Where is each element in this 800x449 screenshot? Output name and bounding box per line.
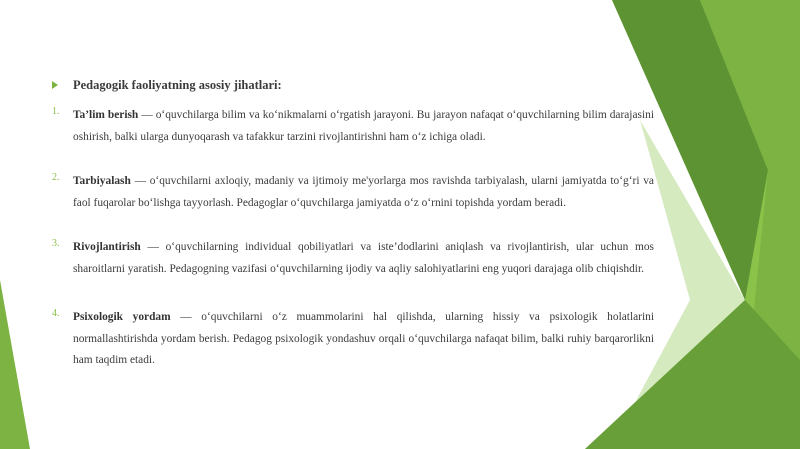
heading-text: Pedagogik faoliyatning asosiy jihatlari: (73, 78, 282, 92)
item-term: Tarbiyalash (73, 175, 131, 187)
item-term: Ta’lim berish (73, 109, 139, 121)
item-text: — o‘quvchilarni axloqiy, madaniy va ijtimoiy me'yorlarga mos ravishda tarbiyalash, ularni jamiyatda to‘g‘ri va faol fuqarolar bo‘lishga tayyorlash. Pedagoglar o‘quvchilarga jamiyatda o‘z o‘rnini topishda yordam beradi. (73, 175, 654, 209)
item-term: Rivojlantirish (73, 241, 141, 253)
item-text: — o‘quvchilarga bilim va ko‘nikmalarni o‘rgatish jarayoni. Bu jarayon nafaqat o‘quvchilarning bilim darajasini oshirish, balki ularga dunyoqarash va tafakkur tarzini rivojlantirishni ham o‘z ichiga oladi. (73, 109, 654, 143)
item-text: — o‘quvchilarni o‘z muammolarini hal qilishda, ularning hissiy va psixologik holatlarini normallashtirishda yordam berish. Pedagog psixologik yondashuv orqali o‘quvchilarga nafaqat bilim, balki ruhiy barqarorlikni ham taqdim etadi. (73, 311, 654, 366)
deco-left-sliver (0, 280, 30, 449)
item-paragraph (73, 105, 654, 148)
item-number: 3. (52, 238, 60, 249)
item-paragraph (73, 307, 654, 372)
item-text: — o‘quvchilarning individual qobiliyatlari va iste’dodlarini aniqlash va rivojlantirish, ular uchun mos sharoitlarni yaratish. Pedagogning vazifasi o‘quvchilarning ijodiy va aqliy salohiyatlarini eng yuqori darajaga olib chiqishdir. (73, 241, 654, 275)
item-paragraph (73, 237, 654, 280)
item-number: 4. (52, 308, 60, 319)
item-paragraph (73, 171, 654, 214)
arrow-bullet-icon (52, 81, 58, 89)
item-term: Psixologik yordam (73, 311, 171, 323)
item-number: 2. (52, 172, 60, 183)
item-number: 1. (52, 106, 60, 117)
